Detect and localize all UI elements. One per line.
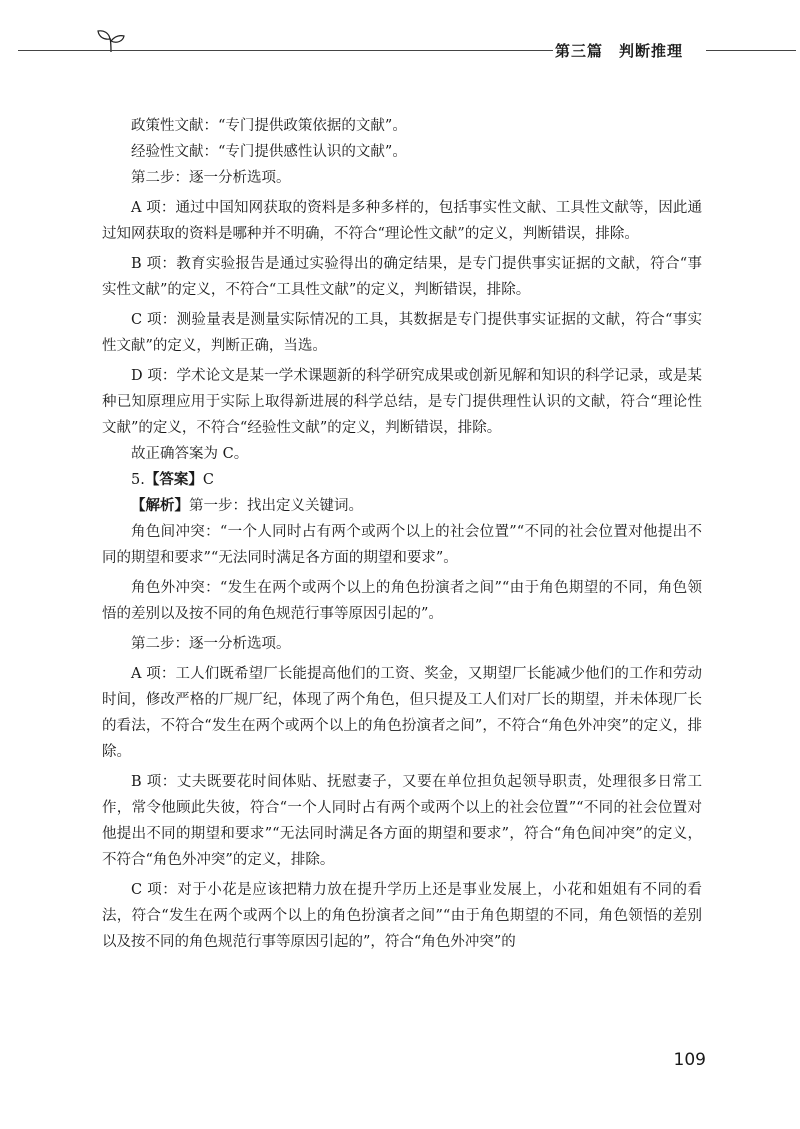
section-title: 第三篇 判断推理 <box>555 42 684 60</box>
paragraph: B 项：丈夫既要花时间体贴、抚慰妻子，又要在单位担负起领导职责，处理很多日常工作，常令他顾此失彼，符合“一个人同时占有两个或两个以上的社会位置”“不同的社会位置对他提出不同的期望和要求”“无法同时满足各方面的期望和要求”，符合“角色间冲突”的定义，不符合“角色外冲突”的定义，排除。 <box>102 774 702 868</box>
paragraph: 故正确答案为 C。 <box>131 446 249 462</box>
paragraph: 角色外冲突：“发生在两个或两个以上的角色扮演者之间”“由于角色期望的不同，角色领悟的差别以及按不同的角色规范行事等原因引起的”。 <box>102 580 702 622</box>
paragraph: C 项：对于小花是应该把精力放在提升学历上还是事业发展上，小花和姐姐有不同的看法，符合“发生在两个或两个以上的角色扮演者之间”“由于角色期望的不同，角色领悟的差别以及按不同的角色规范行事等原因引起的”，符合“角色外冲突”的 <box>102 882 702 950</box>
analysis-text: 第一步：找出定义关键词。 <box>189 498 363 514</box>
paragraph: A 项：通过中国知网获取的资料是多种多样的，包括事实性文献、工具性文献等，因此通过知网获取的资料是哪种并不明确，不符合“理论性文献”的定义，判断错误，排除。 <box>102 200 702 242</box>
page-body <box>102 113 702 955</box>
paragraph: 政策性文献：“专门提供政策依据的文献”。 <box>131 118 407 134</box>
answer-value: C <box>202 472 214 488</box>
page-number: 109 <box>673 1050 706 1070</box>
paragraph: 第二步：逐一分析选项。 <box>131 170 291 186</box>
paragraph: D 项：学术论文是某一学术课题新的科学研究成果或创新见解和知识的科学记录，或是某种已知原理应用于实际上取得新进展的科学总结，是专门提供理性认识的文献，符合“理论性文献”的定义，不符合“经验性文献”的定义，判断错误，排除。 <box>102 368 702 436</box>
answer-label: 【答案】 <box>144 472 203 488</box>
analysis-label: 【解析】 <box>131 498 189 514</box>
paragraph: B 项：教育实验报告是通过实验得出的确定结果，是专门提供事实证据的文献，符合“事实性文献”的定义，不符合“工具性文献”的定义，判断错误，排除。 <box>102 256 702 298</box>
paragraph: 角色间冲突：“一个人同时占有两个或两个以上的社会位置”“不同的社会位置对他提出不同的期望和要求”“无法同时满足各方面的期望和要求”。 <box>102 524 702 566</box>
analysis-line <box>102 493 702 519</box>
paragraph: 第二步：逐一分析选项。 <box>131 636 291 652</box>
paragraph: 经验性文献：“专门提供感性认识的文献”。 <box>131 144 407 160</box>
header-rule <box>18 50 553 51</box>
answer-line <box>102 467 702 493</box>
paragraph: A 项：工人们既希望厂长能提高他们的工资、奖金，又期望厂长能减少他们的工作和劳动时间，修改严格的厂规厂纪，体现了两个角色，但只提及工人们对厂长的期望，并未体现厂长的看法，不符合“发生在两个或两个以上的角色扮演者之间”，不符合“角色外冲突”的定义，排除。 <box>102 666 702 760</box>
header-rule-right <box>706 50 796 51</box>
paragraph: C 项：测验量表是测量实际情况的工具，其数据是专门提供事实证据的文献，符合“事实性文献”的定义，判断正确，当选。 <box>102 312 702 354</box>
question-number: 5. <box>131 472 145 488</box>
